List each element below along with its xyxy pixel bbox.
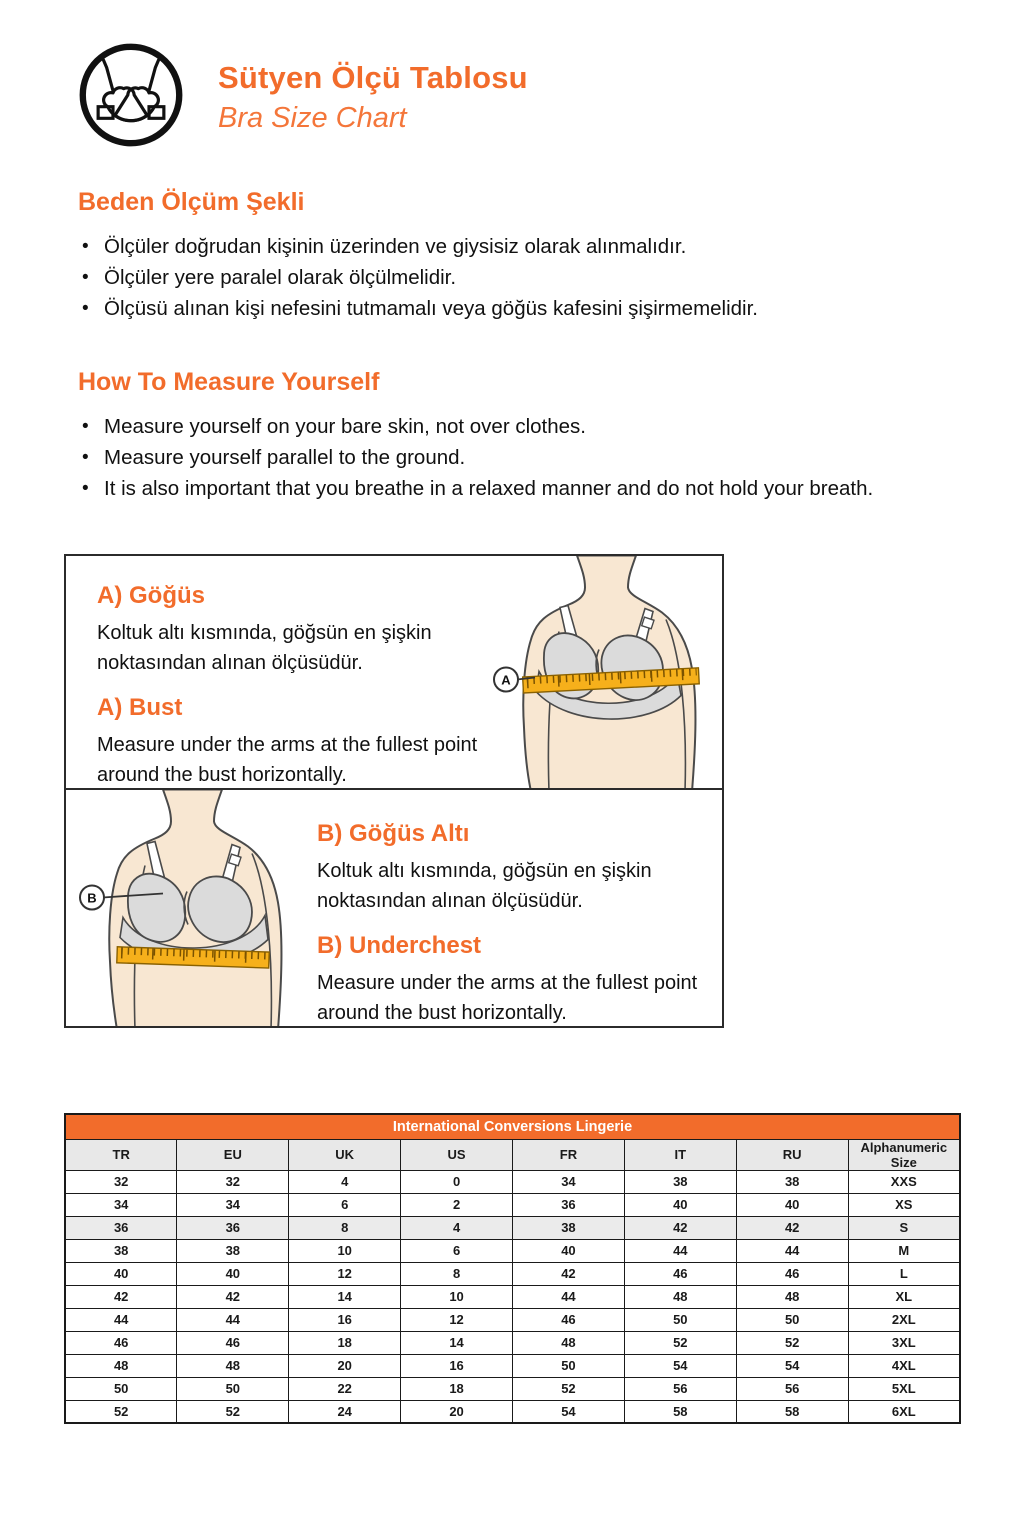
table-cell: 50 (624, 1308, 736, 1331)
measure-box-underchest (64, 788, 724, 1028)
table-column-header: IT (624, 1139, 736, 1170)
table-column-header: Alphanumeric Size (848, 1139, 960, 1170)
table-row (65, 1400, 960, 1423)
bullet-item: • Ölçüler doğrudan kişinin üzerinden ve giysisiz olarak alınmalıdır. (78, 231, 1024, 262)
table-cell: 48 (624, 1285, 736, 1308)
table-cell: 40 (177, 1262, 289, 1285)
brand-header (78, 42, 1024, 148)
table-cell: 42 (736, 1216, 848, 1239)
table-cell: 20 (289, 1354, 401, 1377)
table-cell: 32 (177, 1170, 289, 1193)
marker-letter-a: A (501, 672, 511, 688)
underchest-heading-tr: B) Göğüs Altı (317, 820, 470, 847)
table-row (65, 1193, 960, 1216)
section-heading-tr: Beden Ölçüm Şekli (78, 188, 305, 216)
table-cell: 38 (65, 1239, 177, 1262)
table-cell: 4 (401, 1216, 513, 1239)
page-title-english: Bra Size Chart (218, 101, 407, 134)
bullet-item: • Measure yourself on your bare skin, not over clothes. (78, 411, 1024, 442)
underchest-heading-en: B) Underchest (317, 932, 482, 959)
table-cell: 56 (624, 1377, 736, 1400)
table-row (65, 1377, 960, 1400)
table-cell: 14 (289, 1285, 401, 1308)
table-cell: 46 (736, 1262, 848, 1285)
bullet-item: • Ölçüsü alınan kişi nefesini tutmamalı veya göğüs kafesini şişirmemelidir. (78, 293, 1024, 324)
table-row (65, 1354, 960, 1377)
conversion-table-body (65, 1170, 960, 1423)
table-cell: 34 (65, 1193, 177, 1216)
table-cell: 32 (65, 1170, 177, 1193)
table-cell: 44 (624, 1239, 736, 1262)
table-cell: 36 (513, 1193, 625, 1216)
table-column-header: FR (513, 1139, 625, 1170)
table-cell: 40 (65, 1262, 177, 1285)
table-cell: 18 (401, 1377, 513, 1400)
table-cell: S (848, 1216, 960, 1239)
table-cell: 34 (513, 1170, 625, 1193)
table-row (65, 1308, 960, 1331)
table-cell: 36 (177, 1216, 289, 1239)
table-cell: 3XL (848, 1331, 960, 1354)
table-title: International Conversions Lingerie (65, 1114, 960, 1139)
table-cell: 6XL (848, 1400, 960, 1423)
table-cell: 48 (177, 1354, 289, 1377)
table-cell: 18 (289, 1331, 401, 1354)
measure-box-bust (64, 554, 724, 790)
table-cell: 10 (289, 1239, 401, 1262)
page-title-turkish: Sütyen Ölçü Tablosu (218, 59, 528, 95)
bust-description-tr: Koltuk altı kısmında, göğsün en şişkin noktasından alınan ölçüsüdür. (97, 622, 432, 674)
table-cell: 52 (513, 1377, 625, 1400)
bust-heading-tr: A) Göğüs (97, 582, 205, 609)
table-cell: 50 (177, 1377, 289, 1400)
table-cell: 44 (736, 1239, 848, 1262)
table-cell: 52 (177, 1400, 289, 1423)
table-column-header: UK (289, 1139, 401, 1170)
table-cell: 36 (65, 1216, 177, 1239)
table-cell: 42 (624, 1216, 736, 1239)
table-cell: 56 (736, 1377, 848, 1400)
bust-heading-en: A) Bust (97, 694, 183, 721)
underchest-text-block (66, 790, 724, 1028)
table-title-bar (65, 1114, 960, 1139)
measure-boxes (64, 554, 724, 1028)
table-cell: 38 (177, 1239, 289, 1262)
table-cell: 42 (513, 1262, 625, 1285)
table-cell: 2 (401, 1193, 513, 1216)
table-cell: XL (848, 1285, 960, 1308)
table-cell: 54 (513, 1400, 625, 1423)
table-row (65, 1285, 960, 1308)
conversion-table-section (64, 1113, 961, 1424)
brand-titles (218, 56, 528, 135)
table-column-header: EU (177, 1139, 289, 1170)
bra-icon (78, 42, 184, 148)
bullet-list-en (78, 411, 1024, 504)
bullet-list-tr (78, 231, 1024, 324)
table-cell: 48 (65, 1354, 177, 1377)
table-cell: 34 (177, 1193, 289, 1216)
table-cell: 42 (177, 1285, 289, 1308)
table-cell: 6 (401, 1239, 513, 1262)
table-cell: 46 (177, 1331, 289, 1354)
table-cell: 4 (289, 1170, 401, 1193)
table-cell: 48 (513, 1331, 625, 1354)
bust-measure-illustration (489, 555, 724, 790)
table-cell: 5XL (848, 1377, 960, 1400)
table-row (65, 1262, 960, 1285)
table-cell: 6 (289, 1193, 401, 1216)
table-cell: 8 (289, 1216, 401, 1239)
table-row (65, 1239, 960, 1262)
table-cell: 38 (736, 1170, 848, 1193)
marker-letter-b: B (87, 890, 97, 906)
bust-text-block (66, 556, 496, 790)
table-cell: M (848, 1239, 960, 1262)
table-column-header: US (401, 1139, 513, 1170)
table-cell: 58 (624, 1400, 736, 1423)
table-cell: 52 (624, 1331, 736, 1354)
section-measurement-en (78, 368, 1024, 504)
table-cell: 44 (513, 1285, 625, 1308)
table-cell: 58 (736, 1400, 848, 1423)
table-cell: 20 (401, 1400, 513, 1423)
table-cell: 40 (624, 1193, 736, 1216)
table-cell: 40 (736, 1193, 848, 1216)
table-cell: 40 (513, 1239, 625, 1262)
bullet-item: • Ölçüler yere paralel olarak ölçülmelidir. (78, 262, 1024, 293)
table-cell: 54 (736, 1354, 848, 1377)
table-cell: 12 (401, 1308, 513, 1331)
table-cell: 52 (736, 1331, 848, 1354)
table-cell: 46 (513, 1308, 625, 1331)
table-column-header: TR (65, 1139, 177, 1170)
table-cell: 42 (65, 1285, 177, 1308)
table-cell: XXS (848, 1170, 960, 1193)
table-cell: XS (848, 1193, 960, 1216)
table-row (65, 1216, 960, 1239)
table-cell: 44 (177, 1308, 289, 1331)
section-measurement-tr (78, 188, 1024, 324)
conversion-table (64, 1113, 961, 1424)
bullet-item: • It is also important that you breathe in a relaxed manner and do not hold your breath. (78, 473, 1024, 504)
table-cell: 4XL (848, 1354, 960, 1377)
underchest-description-tr: Koltuk altı kısmında, göğsün en şişkin noktasından alınan ölçüsüdür. (317, 860, 652, 912)
bullet-item: • Measure yourself parallel to the ground. (78, 442, 1024, 473)
table-cell: 12 (289, 1262, 401, 1285)
table-row (65, 1331, 960, 1354)
table-cell: 24 (289, 1400, 401, 1423)
table-cell: 44 (65, 1308, 177, 1331)
table-header-row (65, 1139, 960, 1170)
table-cell: 54 (624, 1354, 736, 1377)
bust-description-en: Measure under the arms at the fullest point around the bust horizontally. (97, 734, 478, 786)
table-cell: 38 (624, 1170, 736, 1193)
table-cell: 50 (736, 1308, 848, 1331)
table-cell: 16 (289, 1308, 401, 1331)
section-heading-en: How To Measure Yourself (78, 368, 380, 396)
table-cell: 16 (401, 1354, 513, 1377)
table-cell: 46 (624, 1262, 736, 1285)
table-cell: 50 (65, 1377, 177, 1400)
table-cell: 14 (401, 1331, 513, 1354)
table-column-header: RU (736, 1139, 848, 1170)
table-cell: 8 (401, 1262, 513, 1285)
table-cell: 0 (401, 1170, 513, 1193)
table-cell: 50 (513, 1354, 625, 1377)
table-cell: 46 (65, 1331, 177, 1354)
table-cell: 2XL (848, 1308, 960, 1331)
underchest-description-en: Measure under the arms at the fullest point around the bust horizontally. (317, 972, 698, 1024)
table-cell: 10 (401, 1285, 513, 1308)
table-cell: 48 (736, 1285, 848, 1308)
table-cell: 22 (289, 1377, 401, 1400)
table-cell: 52 (65, 1400, 177, 1423)
table-cell: 38 (513, 1216, 625, 1239)
table-row (65, 1170, 960, 1193)
table-cell: L (848, 1262, 960, 1285)
